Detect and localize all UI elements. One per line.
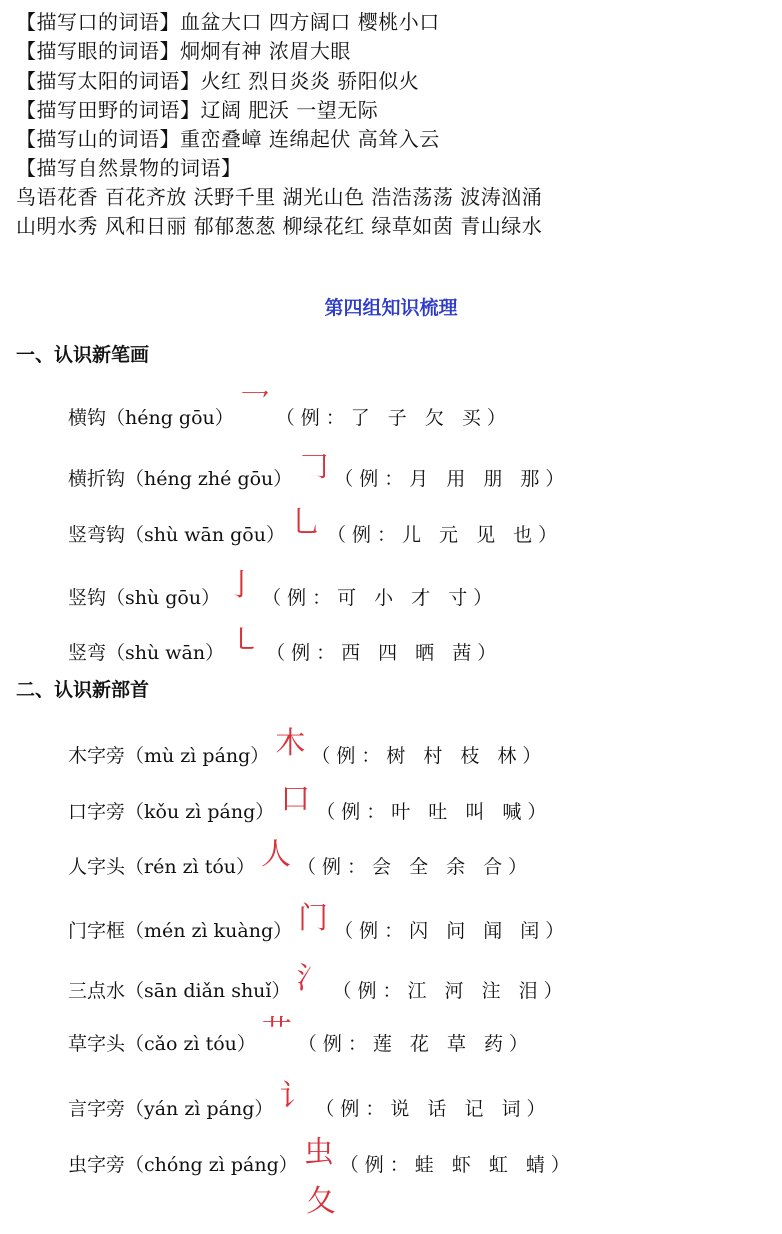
word-line: 【描写口的词语】血盆大口 四方阔口 樱桃小口: [16, 10, 440, 34]
item-name: 虫字旁（chóng zì páng）: [68, 1153, 298, 1176]
red-glyph-icon: 虫: [303, 1135, 334, 1170]
item-name: 口字旁（kǒu zì páng）: [68, 800, 275, 823]
red-glyph-icon: 夂: [306, 1184, 336, 1219]
item-name: 草字头（cǎo zì tóu）: [68, 1032, 256, 1055]
item-name: 横钩（héng gōu）: [68, 406, 234, 429]
list-item: [300, 1184, 342, 1234]
red-glyph-icon: 木: [275, 726, 306, 761]
word-line: 鸟语花香 百花齐放 沃野千里 湖光山色 浩浩荡荡 波涛汹涌: [16, 185, 543, 209]
section-heading-strokes: 一、认识新笔画: [16, 344, 150, 366]
item-name: 门字框（mén zì kuàng）: [68, 919, 293, 942]
list-item: [68, 623, 503, 673]
list-item: [68, 961, 569, 1011]
list-item: [68, 1079, 552, 1129]
item-example: （例：江 河 注 泪）: [332, 979, 569, 1002]
red-glyph-icon: 乚: [290, 505, 321, 540]
list-item: [68, 782, 553, 832]
item-example: （例：莲 花 草 药）: [297, 1032, 535, 1055]
item-name: 竖钩（shù gōu）: [68, 586, 221, 609]
item-name: 三点水（sān diǎn shuǐ）: [68, 979, 291, 1002]
section-heading-radicals: 二、认识新部首: [16, 679, 150, 701]
list-item: [68, 1014, 535, 1064]
item-example: （例：说 话 记 词）: [315, 1097, 552, 1120]
item-example: （例：可 小 才 寸）: [262, 586, 499, 609]
list-item: [68, 505, 564, 555]
item-example: （例：月 用 朋 那）: [334, 467, 571, 490]
item-example: （例：儿 元 见 也）: [326, 523, 564, 546]
item-example: （例：蛙 虾 虹 蜻）: [339, 1153, 576, 1176]
red-glyph-icon: ㇄: [230, 623, 261, 658]
red-glyph-icon: 氵: [296, 961, 327, 996]
list-item: [68, 568, 499, 618]
item-name: 言字旁（yán zì páng）: [68, 1097, 274, 1120]
item-example: （例：西 四 晒 茜）: [266, 641, 503, 664]
word-line: 【描写山的词语】重峦叠嶂 连绵起伏 高耸入云: [16, 127, 440, 151]
list-item: [68, 837, 534, 887]
item-name: 竖弯（shù wān）: [68, 641, 225, 664]
red-glyph-icon: 亅: [226, 568, 257, 603]
list-item: [68, 388, 512, 438]
item-example: （例：会 全 余 合）: [297, 855, 534, 878]
item-name: 木字旁（mù zì páng）: [68, 744, 270, 767]
red-glyph-icon: 门: [298, 901, 329, 936]
word-line: 山明水秀 风和日丽 郁郁葱葱 柳绿花红 绿草如茵 青山绿水: [16, 214, 543, 238]
word-line: 【描写自然景物的词语】: [16, 156, 242, 180]
red-glyph-icon: 𠃌: [298, 449, 329, 484]
item-name: 横折钩（héng zhé gōu）: [68, 467, 293, 490]
word-line: 【描写田野的词语】辽阔 肥沃 一望无际: [16, 98, 379, 122]
list-item: [68, 449, 571, 499]
word-line: 【描写太阳的词语】火红 烈日炎炎 骄阳似火: [16, 69, 420, 93]
page-title: 第四组知识梳理: [324, 297, 458, 319]
item-example: （例：了 子 欠 买）: [275, 406, 512, 429]
list-item: [68, 726, 548, 776]
item-example: （例：叶 吐 叫 喊）: [316, 800, 553, 823]
red-glyph-icon: 艹: [261, 1014, 292, 1049]
word-line: 【描写眼的词语】炯炯有神 浓眉大眼: [16, 39, 351, 63]
list-item: [68, 901, 571, 951]
red-glyph-icon: 讠: [279, 1079, 310, 1114]
item-example: （例：树 村 枝 林）: [311, 744, 548, 767]
item-name: 竖弯钩（shù wān gōu）: [68, 523, 285, 546]
red-glyph-icon: 人: [261, 837, 292, 872]
item-name: 人字头（rén zì tóu）: [68, 855, 256, 878]
item-example: （例：闪 问 闻 闰）: [334, 919, 571, 942]
red-glyph-icon: 乛: [239, 388, 270, 423]
red-glyph-icon: 口: [280, 782, 311, 817]
